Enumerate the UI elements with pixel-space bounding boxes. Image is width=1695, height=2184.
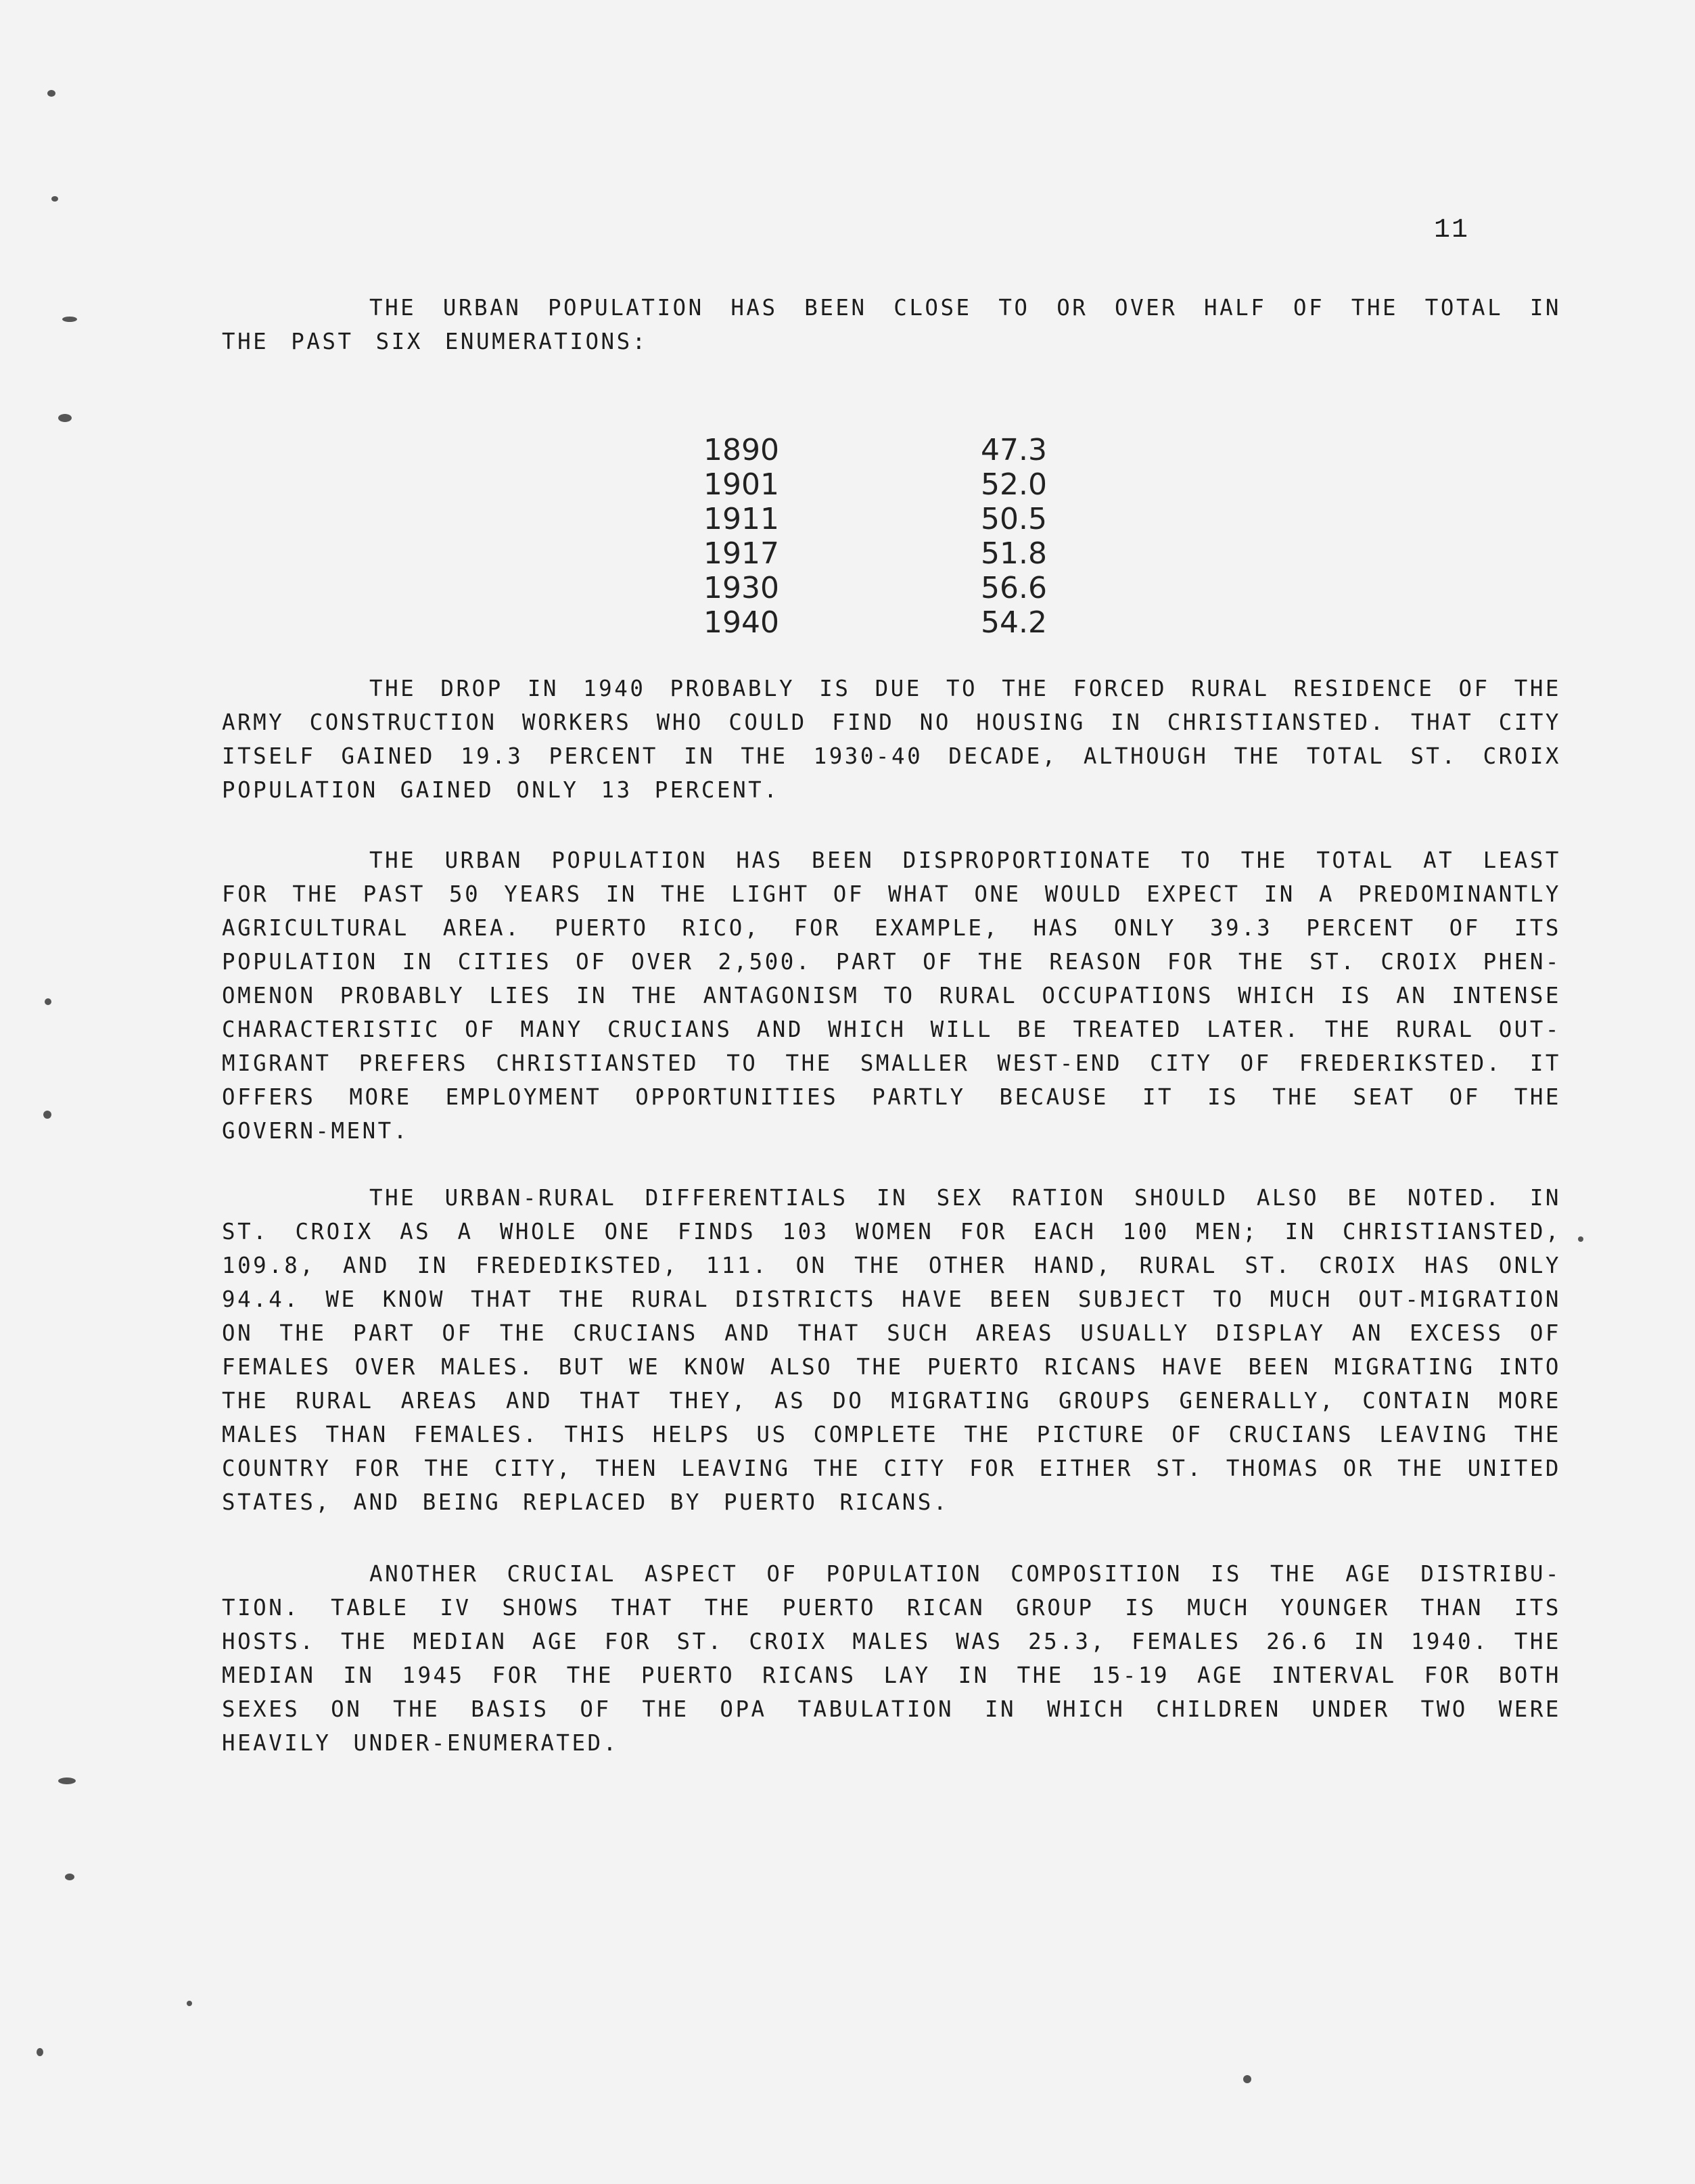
- year-cell: 1917: [703, 536, 779, 571]
- year-cell: 1940: [703, 605, 779, 640]
- scan-speck: [51, 196, 58, 202]
- year-cell: 1890: [703, 433, 779, 467]
- table-row: [703, 571, 1082, 605]
- paragraph-urban-intro: THE URBAN POPULATION HAS BEEN CLOSE TO OR OVER HALF OF THE TOTAL IN THE PAST SIX ENUMERATIONS:: [222, 295, 1561, 354]
- scan-speck: [43, 1111, 51, 1119]
- year-cell: 1930: [703, 571, 779, 605]
- scan-speck: [37, 2048, 43, 2056]
- scan-speck: [62, 317, 77, 322]
- scan-speck: [58, 414, 72, 422]
- table-row: [703, 536, 1082, 571]
- scan-speck: [47, 90, 55, 97]
- page-number: 11: [1434, 215, 1470, 246]
- scan-speck: [45, 998, 51, 1005]
- percent-cell: 50.5: [981, 502, 1047, 536]
- scan-speck: [58, 1778, 76, 1784]
- table-row: [703, 467, 1082, 502]
- paragraph-1940-drop: THE DROP IN 1940 PROBABLY IS DUE TO THE FORCED RURAL RESIDENCE OF THE ARMY CONSTRUCTION WORKERS WHO COULD FIND NO HOUSING IN CHRISTIANSTED. THAT CITY ITSELF GAINED 19.3 PERCENT IN THE 1930-40 DECADE, ALTHOUGH THE TOTAL ST. CROIX POPULATION GAINED ONLY 13 PERCENT.: [222, 676, 1561, 803]
- scan-speck: [187, 2001, 192, 2006]
- urban-population-table: [703, 433, 1082, 640]
- year-cell: 1901: [703, 467, 779, 502]
- percent-cell: 52.0: [981, 467, 1047, 502]
- percent-cell: 56.6: [981, 571, 1047, 605]
- table-row: [703, 502, 1082, 536]
- paragraph-urban-disproportion: THE URBAN POPULATION HAS BEEN DISPROPORTIONATE TO THE TOTAL AT LEAST FOR THE PAST 50 YEARS IN THE LIGHT OF WHAT ONE WOULD EXPECT IN A PREDOMINANTLY AGRICULTURAL AREA. PUERTO RICO, FOR EXAMPLE, HAS ONLY 39.3 PERCENT OF ITS POPULATION IN CITIES OF OVER 2,500. PART OF THE REASON FOR THE ST. CROIX PHEN-OMENON PROBABLY LIES IN THE ANTAGONISM TO RURAL OCCUPATIONS WHICH IS AN INTENSE CHARACTERISTIC OF MANY CRUCIANS AND WHICH WILL BE TREATED LATER. THE RURAL OUT-MIGRANT PREFERS CHRISTIANSTED TO THE SMALLER WEST-END CITY OF FREDERIKSTED. IT OFFERS MORE EMPLOYMENT OPPORTUNITIES PARTLY BECAUSE IT IS THE SEAT OF THE GOVERN-MENT.: [222, 847, 1561, 1144]
- scan-speck: [1578, 1236, 1583, 1242]
- percent-cell: 47.3: [981, 433, 1047, 467]
- percent-cell: 54.2: [981, 605, 1047, 640]
- table-row: [703, 605, 1082, 640]
- paragraph-age-distribution: ANOTHER CRUCIAL ASPECT OF POPULATION COMPOSITION IS THE AGE DISTRIBU-TION. TABLE IV SHOWS THAT THE PUERTO RICAN GROUP IS MUCH YOUNGER THAN ITS HOSTS. THE MEDIAN AGE FOR ST. CROIX MALES WAS 25.3, FEMALES 26.6 IN 1940. THE MEDIAN IN 1945 FOR THE PUERTO RICANS LAY IN THE 15-19 AGE INTERVAL FOR BOTH SEXES ON THE BASIS OF THE OPA TABULATION IN WHICH CHILDREN UNDER TWO WERE HEAVILY UNDER-ENUMERATED.: [222, 1561, 1561, 1756]
- table-row: [703, 433, 1082, 467]
- paragraph-sex-ratio: THE URBAN-RURAL DIFFERENTIALS IN SEX RATION SHOULD ALSO BE NOTED. IN ST. CROIX AS A WHOLE ONE FINDS 103 WOMEN FOR EACH 100 MEN; IN CHRISTIANSTED, 109.8, AND IN FREDEDIKSTED, 111. ON THE OTHER HAND, RURAL ST. CROIX HAS ONLY 94.4. WE KNOW THAT THE RURAL DISTRICTS HAVE BEEN SUBJECT TO MUCH OUT-MIGRATION ON THE PART OF THE CRUCIANS AND THAT SUCH AREAS USUALLY DISPLAY AN EXCESS OF FEMALES OVER MALES. BUT WE KNOW ALSO THE PUERTO RICANS HAVE BEEN MIGRATING INTO THE RURAL AREAS AND THAT THEY, AS DO MIGRATING GROUPS GENERALLY, CONTAIN MORE MALES THAN FEMALES. THIS HELPS US COMPLETE THE PICTURE OF CRUCIANS LEAVING THE COUNTRY FOR THE CITY, THEN LEAVING THE CITY FOR EITHER ST. THOMAS OR THE UNITED STATES, AND BEING REPLACED BY PUERTO RICANS.: [222, 1185, 1561, 1515]
- scan-speck: [65, 1874, 74, 1880]
- percent-cell: 51.8: [981, 536, 1047, 571]
- scan-speck: [1243, 2075, 1251, 2083]
- year-cell: 1911: [703, 502, 779, 536]
